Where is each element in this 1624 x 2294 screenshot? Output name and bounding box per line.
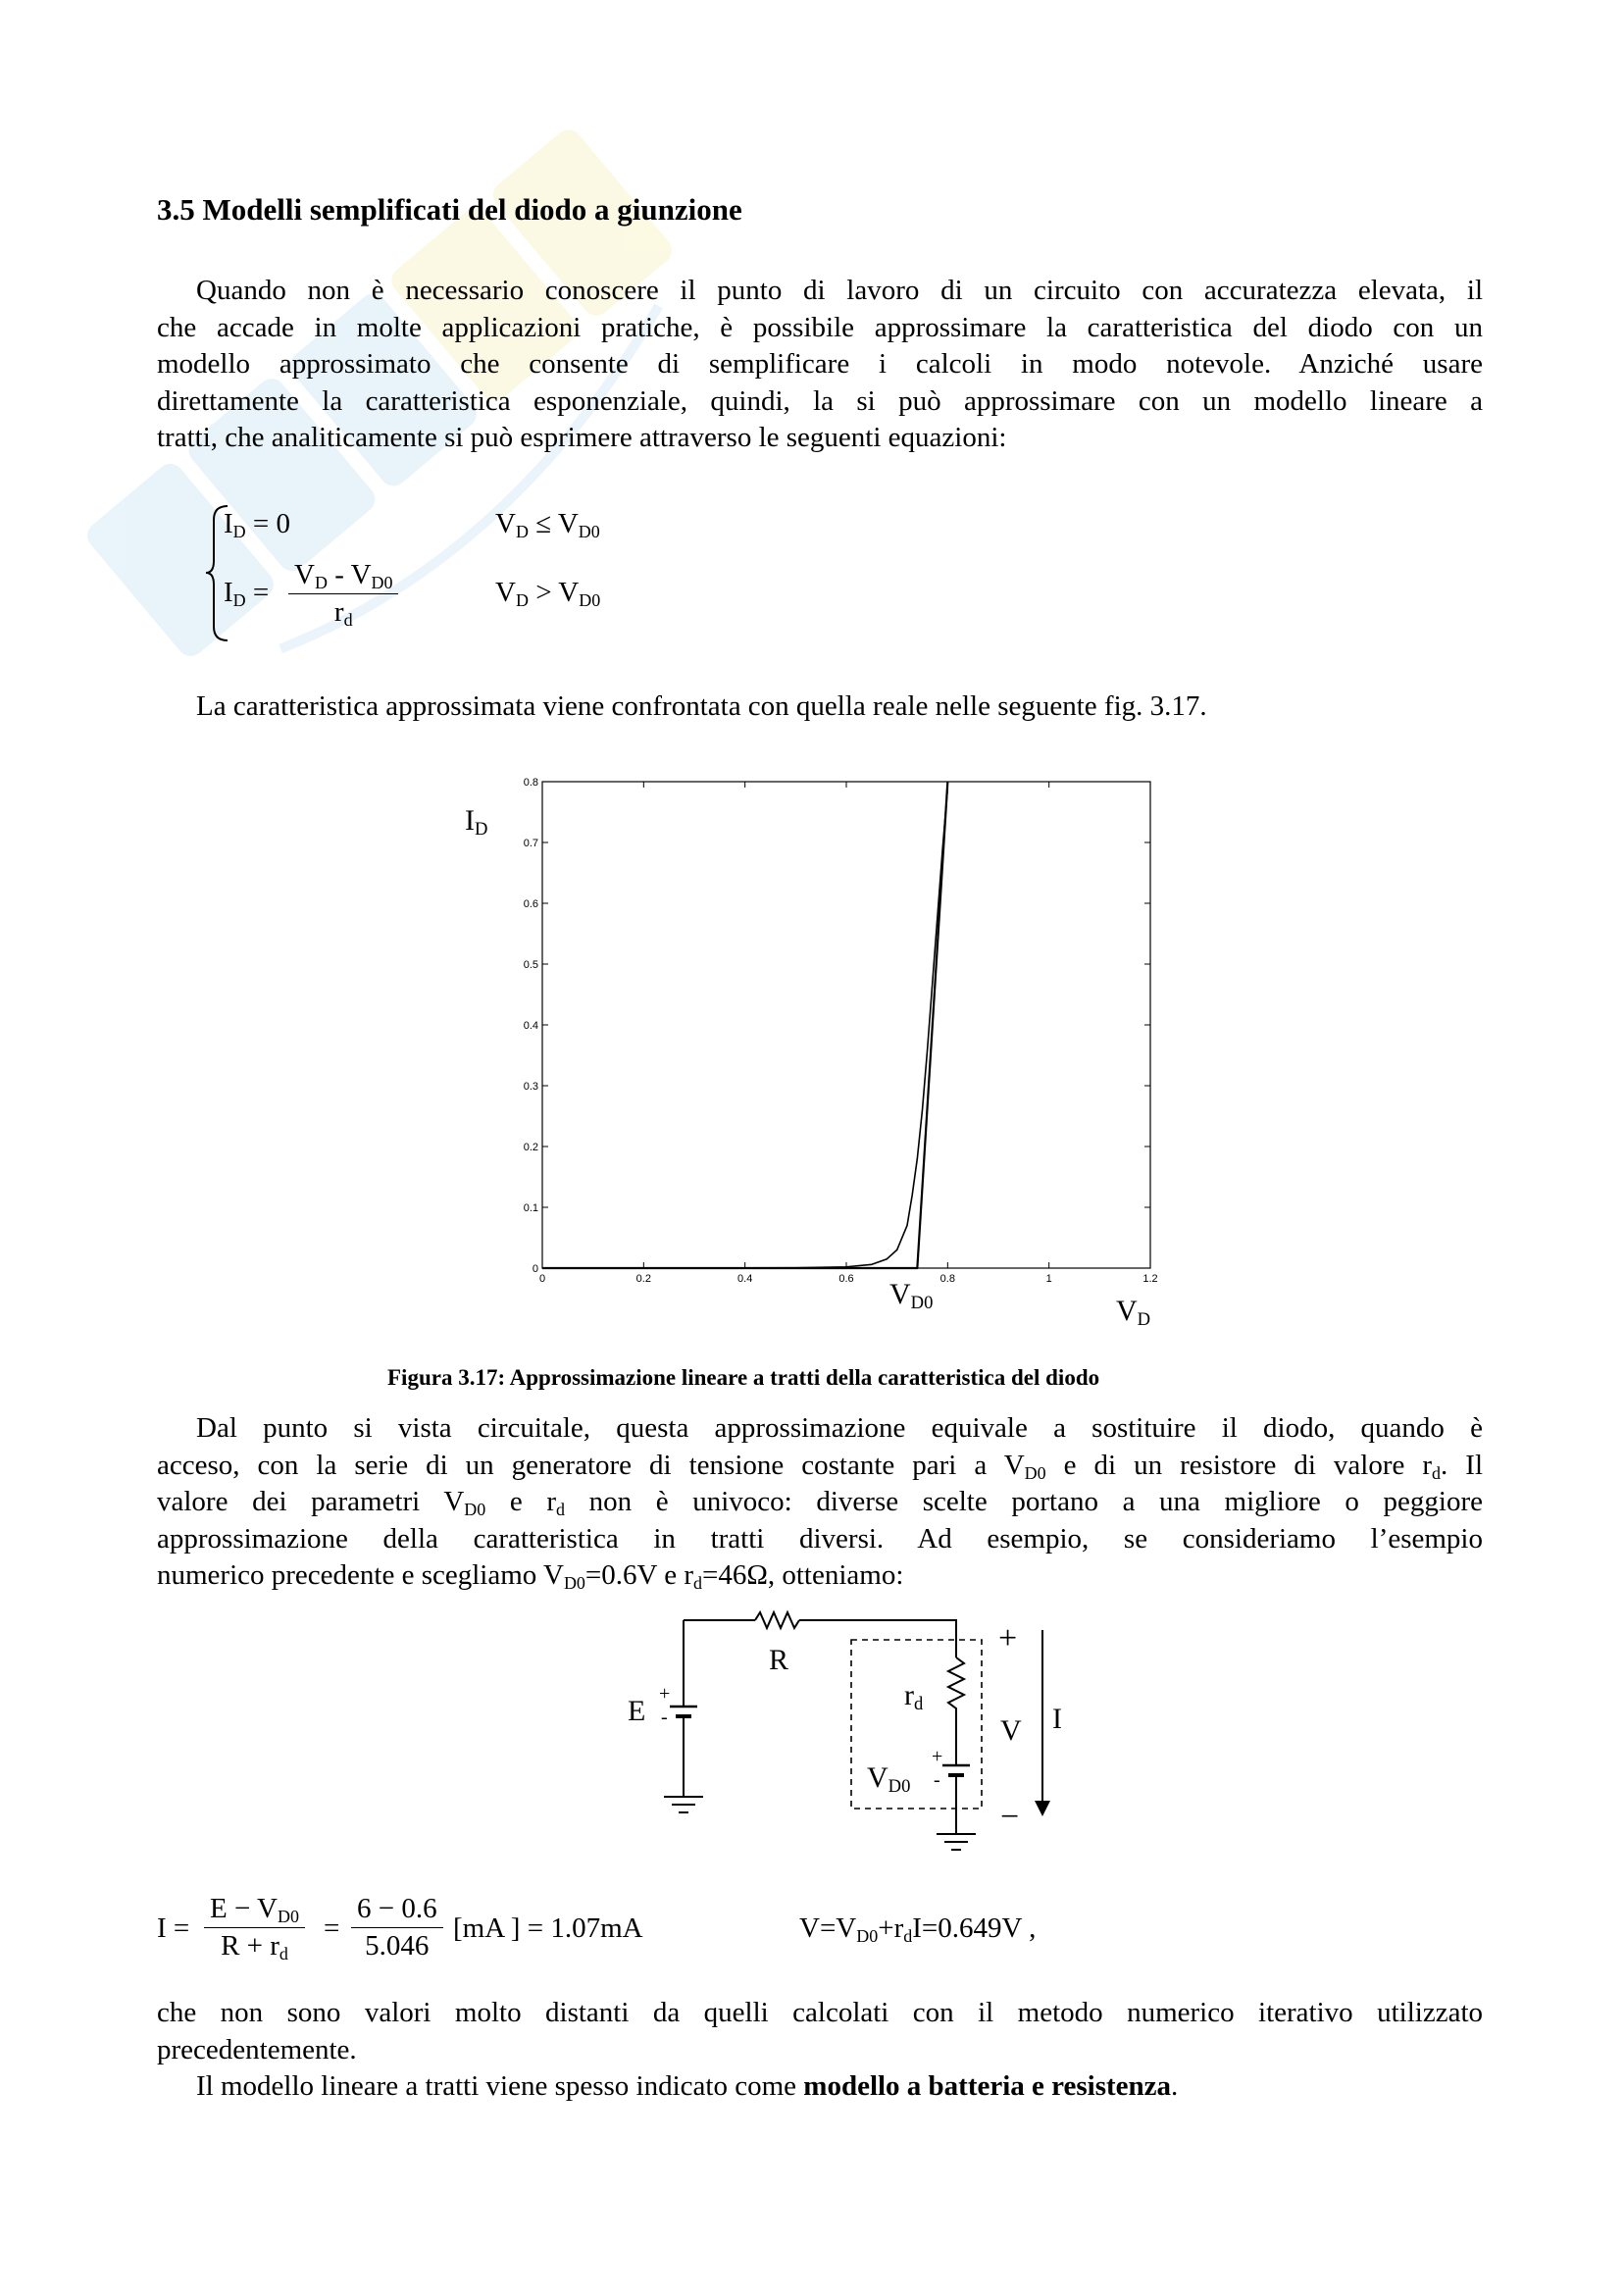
circuit-paragraph: [157, 1410, 1483, 1595]
paragraph-line: numerico precedente e scegliamo $V_{D0}=0.6V$ e $r_d=46\Omega$, otteniamo:: [157, 1559, 904, 1594]
paragraph-line: approssimazione della caratteristica in tratti diversi. Ad esempio, se consideriamo l’esempio: [157, 1522, 1483, 1555]
chart-plot-frame: [542, 782, 1150, 1268]
x-tick-label: 0.2: [635, 1273, 651, 1285]
battery-e-plus: +: [659, 1683, 671, 1705]
closing-paragraph: [157, 1995, 1483, 2106]
y-tick-label: 0.6: [523, 898, 538, 910]
ground-right: [937, 1834, 976, 1850]
intro-line: Quando non è necessario conoscere il punto di lavoro di un circuito con accuratezza elevata, il: [196, 275, 1483, 306]
intro-line: direttamente la caratteristica esponenziale, quindi, la si può approssimare con un modello lineare a: [157, 384, 1483, 417]
x-tick-label: 0: [538, 1273, 546, 1285]
series-real-characteristic: [542, 788, 947, 1268]
series-piecewise-linear: [542, 782, 947, 1268]
voltage-plus-sign: +: [998, 1620, 1018, 1657]
intro-line: che accade in molte applicazioni pratiche, è possibile approssimare la caratteristica del diodo con un: [157, 311, 1483, 343]
x-tick-label: 1.2: [1142, 1273, 1158, 1285]
y-tick-label: 0.4: [523, 1020, 538, 1032]
chart-x-axis-label: $V_D$: [1116, 1295, 1151, 1331]
circuit-label-R: R: [769, 1644, 789, 1676]
current-equation: I = $\frac{E - V_{D0}}{R + r_d}$ = $\frac{6 - 0.6}{5.046}$ [mA ] = 1.07mA: [157, 1893, 643, 1964]
battery-vd0-plus: +: [932, 1746, 943, 1767]
y-tick-label: 0.2: [523, 1142, 538, 1153]
x-tick-label: 1: [1045, 1273, 1052, 1285]
paragraph-line: valore dei parametri $V_{D0}$ e $r_d$ non è univoco: diverse scelte portano a una migliore o peggiore: [157, 1486, 1484, 1520]
intro-line: tratti, che analiticamente si può esprimere attraverso le seguenti equazioni:: [157, 422, 1007, 453]
circuit-label-I: I: [1052, 1703, 1062, 1735]
x-tick-label: 0.6: [838, 1273, 854, 1285]
resistor-rd: [948, 1657, 964, 1765]
y-tick-label: 0.1: [523, 1202, 538, 1214]
circuit-label-rd: $r_d$: [904, 1679, 924, 1715]
paragraph-line: Il modello lineare a tratti viene spesso indicato come modello a batteria e resistenza.: [196, 2070, 1179, 2102]
voltage-equation: $V=V_{D0}+r_dI=0.649V$ ,: [799, 1912, 1037, 1947]
circuit-label-E: E: [628, 1695, 646, 1727]
voltage-minus-sign: −: [1000, 1799, 1020, 1835]
intro-paragraph: [157, 273, 1483, 457]
system-row-1-lhs: $I_D = 0$: [224, 508, 291, 542]
system-row-1-condition: $V_D \le V_{D0}$: [495, 508, 600, 542]
x-tick-label: 0.4: [737, 1273, 753, 1285]
ground-left: [664, 1797, 703, 1812]
bold-term: modello a batteria e resistenza: [803, 2070, 1172, 2102]
section-heading: 3.5 Modelli semplificati del diodo a giunzione: [157, 192, 742, 227]
resistor-R: [755, 1612, 799, 1628]
intro-line: modello approssimato che consente di semplificare i calcoli in modo notevole. Anziché usare: [157, 348, 1483, 380]
diode-characteristic-chart: [510, 770, 1196, 1329]
y-tick-label: 0.8: [523, 777, 538, 789]
y-tick-label: 0: [532, 1263, 538, 1275]
paragraph-line: acceso, con la serie di un generatore di tensione costante pari a $V_{D0}$ e di un resistore di valore $r_d$. Il: [157, 1449, 1484, 1483]
current-arrow-head: [1035, 1801, 1050, 1816]
battery-vd0-minus: -: [934, 1769, 940, 1791]
paragraph-line: che non sono valori molto distanti da quelli calcolati con il metodo numerico iterativo utilizzato: [157, 1997, 1483, 2028]
figure-caption: Figura 3.17: Approssimazione lineare a tratti della caratteristica del diodo: [387, 1365, 1100, 1390]
chart-y-axis-label: $I_D$: [465, 804, 488, 841]
x-tick-label: 0.8: [939, 1273, 955, 1285]
chart-vd0-annotation: $V_{D0}$: [889, 1278, 934, 1314]
wire-top-right: [799, 1620, 956, 1657]
system-row-2-condition: $V_D > V_{D0}$: [495, 577, 601, 611]
battery-e-minus: -: [661, 1707, 668, 1728]
paragraph-line: precedentemente.: [157, 2033, 357, 2065]
compare-sentence: La caratteristica approssimata viene confrontata con quella reale nelle seguente fig. 3.17.: [196, 690, 1207, 722]
paragraph-line: Dal punto si vista circuitale, questa approssimazione equivale a sostituire il diodo, quando è: [196, 1412, 1483, 1444]
circuit-label-V: V: [1000, 1714, 1022, 1747]
y-tick-label: 0.3: [523, 1081, 538, 1093]
circuit-label-vd0: $V_{D0}$: [867, 1761, 911, 1798]
y-tick-label: 0.5: [523, 959, 538, 971]
y-tick-label: 0.7: [523, 838, 538, 849]
